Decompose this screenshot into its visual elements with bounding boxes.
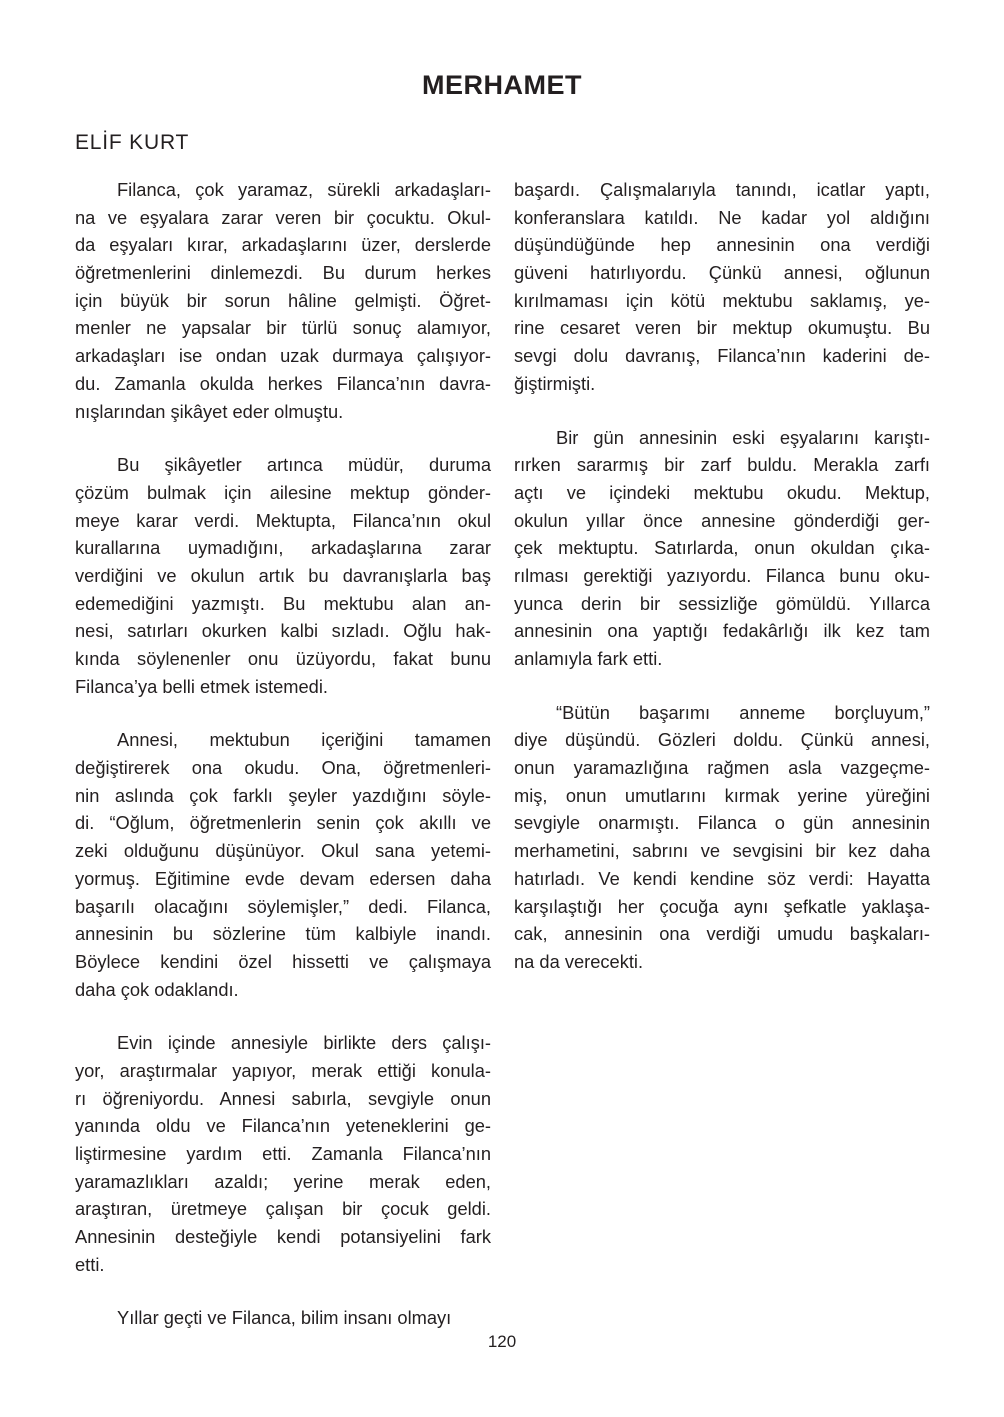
text-line: Böylece kendini özel hissetti ve çalışmaya [75, 950, 491, 972]
text-line: Filanca’ya belli etmek istemedi. [75, 675, 328, 697]
text-line: nesi, satırları okurken kalbi sızladı. Oğlu hak- [75, 620, 491, 642]
text-line: Annesi, mektubun içeriğini tamamen [117, 729, 491, 751]
text-line: ğiştirmişti. [514, 372, 596, 394]
text-line: liştirmesine yardım etti. Zamanla Filanca’nın [75, 1143, 491, 1164]
text-line: cak, annesinin ona verdiği umudu başkaları- [514, 923, 930, 945]
text-line: edemediğini yazmıştı. Bu mektubu alan an- [75, 592, 491, 614]
text-line: başardı. Çalışmalarıyla tanındı, icatlar yaptı, [514, 179, 930, 200]
text-line: rine cesaret veren bir mektup okumuştu. Bu [514, 317, 930, 339]
text-line: nin aslında çok farklı şeyler yazdığını söyle- [75, 784, 491, 806]
text-line: konferanslara katıldı. Ne kadar yol aldığını [514, 206, 930, 228]
paragraph [75, 1029, 491, 1278]
text-line: etti. [75, 1253, 105, 1275]
paragraph [75, 1304, 491, 1332]
text-line: Annesinin desteğiyle kendi potansiyelini fark [75, 1226, 491, 1248]
text-line: meye karar verdi. Mektupta, Filanca’nın okul [75, 509, 491, 531]
author-name: ELİF KURT [75, 131, 190, 154]
text-line: zeki olduğunu düşünüyor. Okul sana yetemi- [75, 840, 491, 862]
text-line: öğretmenlerini dinlemezdi. Bu durum herkes [75, 262, 491, 284]
paragraph [75, 176, 491, 425]
text-line: verdiğini ve okulun artık bu davranışlarla baş [75, 564, 491, 586]
text-line: rırken sararmış bir zarf buldu. Merakla zarfı [514, 454, 930, 476]
text-line: araştıran, üretmeye çalışan bir çocuk geldi. [75, 1198, 491, 1220]
text-line: arkadaşları ise ondan uzak durmaya çalışıyor- [75, 345, 491, 367]
text-line: sevgiyle onarmıştı. Filanca o gün annesinin [514, 812, 930, 834]
text-line: anlamıyla fark etti. [514, 648, 663, 669]
text-line: Yıllar geçti ve Filanca, bilim insanı olmayı [117, 1307, 452, 1329]
text-line: değiştirerek ona okudu. Ona, öğretmenleri- [75, 757, 491, 779]
text-line: düşündüğünde hep annesinin ona verdiği [514, 234, 930, 256]
text-line: yormuş. Eğitimine evde devam edersen daha [75, 867, 491, 889]
paragraph [514, 699, 930, 976]
text-line: için büyük bir sorun hâline gelmişti. Öğret- [75, 289, 491, 311]
text-line: çek mektuptu. Satırlarda, onun okuldan çıka- [514, 537, 930, 559]
text-line: Bir gün annesinin eski eşyalarını karıştı- [556, 426, 930, 448]
text-line: da eşyaları kırar, arkadaşlarını üzer, derslerde [75, 234, 491, 256]
text-line: na ve eşyalara zarar veren bir çocuktu. Okul- [75, 206, 491, 228]
text-line: di. “Oğlum, öğretmenlerin senin çok akıllı ve [75, 812, 491, 834]
text-line: “Bütün başarımı anneme borçluyum,” [556, 701, 930, 723]
text-line: açtı ve içindeki mektubu okudu. Mektup, [514, 481, 930, 503]
text-line: daha çok odaklandı. [75, 978, 239, 1000]
text-line: Filanca, çok yaramaz, sürekli arkadaşları- [117, 179, 491, 200]
left-column [75, 176, 491, 1358]
text-line: yaramazlıkları azaldı; yerine merak eden, [75, 1170, 491, 1192]
text-line: merhametini, sabrını ve sevgisini bir kez daha [514, 840, 930, 862]
text-line: güveni hatırlıyordu. Çünkü annesi, oğlunun [514, 262, 930, 284]
text-line: annesinin bu sözlerine tüm kalbiyle inandı. [75, 923, 491, 945]
text-line: çözüm bulmak için ailesine mektup gönder- [75, 481, 491, 503]
text-line: onun yaramazlığına rağmen asla vazgeçme- [514, 757, 930, 779]
text-line: başarılı olacağını söylemişler,” dedi. Filanca, [75, 895, 491, 917]
paragraph [75, 451, 491, 700]
text-line: karşılaştığı her çocuğa aynı şefkatle yaklaşa- [514, 895, 930, 917]
page-title: MERHAMET [422, 70, 582, 100]
text-line: diye düşündü. Gözleri doldu. Çünkü annesi, [514, 729, 930, 751]
text-line: du. Zamanla okulda herkes Filanca’nın davra- [75, 372, 491, 394]
text-line: Evin içinde annesiyle birlikte ders çalışı- [117, 1032, 491, 1054]
text-line: sevgi dolu davranış, Filanca’nın kaderini de- [514, 345, 930, 367]
paragraph [514, 176, 930, 398]
paragraph [514, 424, 930, 673]
text-line: yor, araştırmalar yapıyor, merak ettiği konula- [75, 1059, 491, 1081]
text-line: yunca derin bir sessizliğe gömüldü. Yıllarca [514, 592, 930, 614]
text-line: kında söylenenler onu üzüyordu, fakat bunu [75, 648, 491, 669]
right-column [514, 176, 930, 1002]
text-line: okulun yıllar önce annesine gönderdiği ger- [514, 509, 930, 531]
text-line: kurallarına uymadığını, arkadaşlarına zarar [75, 537, 491, 559]
text-line: Bu şikâyetler artınca müdür, duruma [117, 454, 491, 476]
text-line: na da verecekti. [514, 950, 644, 972]
text-line: rılması gerektiği yazıyordu. Filanca bunu oku- [514, 564, 930, 586]
text-line: nışlarından şikâyet eder olmuştu. [75, 400, 344, 422]
text-line: menler ne yapsalar bir türlü sonuç alamıyor, [75, 317, 491, 339]
text-line: kırılmaması için kötü mektubu saklamış, ye- [514, 289, 930, 311]
text-line: miş, onun umutlarını kırmak yerine yüreğini [514, 784, 930, 806]
paragraph [75, 726, 491, 1003]
text-line: yanında oldu ve Filanca’nın yeteneklerini ge- [75, 1115, 491, 1137]
text-line: hatırladı. Ve kendi kendine söz verdi: Hayatta [514, 867, 930, 889]
text-line: annesinin ona yaptığı fedakârlığı ilk kez tam [514, 620, 930, 642]
page-number: 120 [487, 1332, 517, 1351]
text-line: rı öğreniyordu. Annesi sabırla, sevgiyle onun [75, 1087, 491, 1109]
